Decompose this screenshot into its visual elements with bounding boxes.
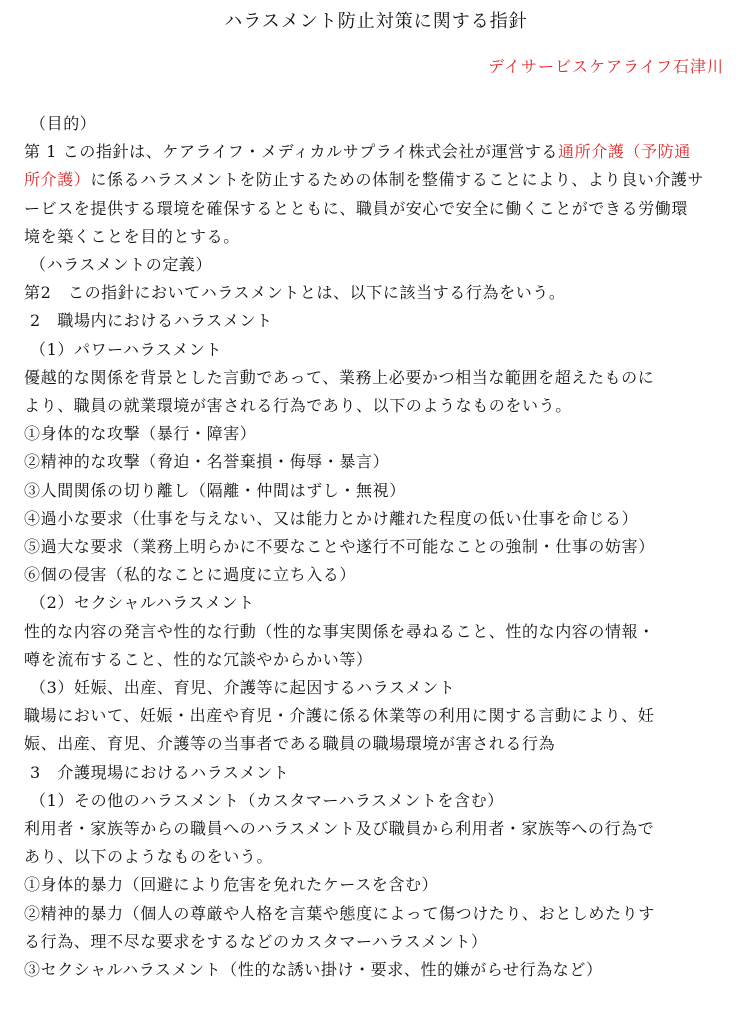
item-heading: （3）妊娠、出産、育児、介護等に起因するハラスメント bbox=[30, 678, 456, 698]
list-item: ⑤過大な要求（業務上明らかに不要なことや遂行不可能なことの強制・仕事の妨害） bbox=[24, 537, 655, 557]
body-line bbox=[24, 138, 736, 166]
item-heading: （1）パワーハラスメント bbox=[30, 339, 223, 359]
section-heading-purpose: （目的） bbox=[30, 114, 97, 133]
section-heading-definition: （ハラスメントの定義） bbox=[30, 255, 213, 275]
body-line: ービスを提供する環境を確保するとともに、職員が安心で安全に働くことができる労働環 bbox=[24, 198, 689, 218]
text-segment: に係るハラスメントを防止するための体制を整備することにより、より良い介護サ bbox=[90, 170, 705, 190]
article-line: 第2 この指針においてハラスメントとは、以下に該当する行為をいう。 bbox=[24, 283, 566, 303]
list-item: ④過小な要求（仕事を与えない、又は能力とかけ離れた程度の低い仕事を命じる） bbox=[24, 508, 639, 528]
body-line: 優越的な関係を背景とした言動であって、業務上必要かつ相当な範囲を超えたものに bbox=[24, 367, 655, 387]
list-item: ⑥個の侵害（私的なことに過度に立ち入る） bbox=[24, 565, 357, 585]
document-body bbox=[24, 110, 736, 984]
body-line: 利用者・家族等からの職員へのハラスメント及び職員から利用者・家族等への行為で bbox=[24, 819, 655, 839]
list-item: ②精神的な攻撃（脅迫・名誉棄損・侮辱・暴言） bbox=[24, 452, 390, 472]
subsection-heading: 2 職場内におけるハラスメント bbox=[30, 311, 273, 331]
highlighted-text: 所介護） bbox=[24, 170, 91, 190]
body-line: より、職員の就業環境が害される行為であり、以下のようなものをいう。 bbox=[24, 396, 572, 416]
list-item: る行為、理不尽な要求をするなどのカスタマーハラスメント） bbox=[24, 931, 488, 951]
item-heading: （2）セクシャルハラスメント bbox=[30, 593, 255, 613]
organization-name: デイサービスケアライフ石津川 bbox=[488, 57, 724, 76]
item-heading: （1）その他のハラスメント（カスタマーハラスメントを含む） bbox=[30, 790, 504, 810]
body-line: 噂を流布すること、性的な冗談やからかい等） bbox=[24, 649, 373, 669]
body-line bbox=[24, 166, 736, 194]
subsection-heading: 3 介護現場におけるハラスメント bbox=[30, 762, 290, 782]
body-line: 職場において、妊娠・出産や育児・介護に係る休業等の利用に関する言動により、妊 bbox=[24, 706, 655, 726]
list-item: ②精神的暴力（個人の尊厳や人格を言葉や態度によって傷つけたり、おとしめたりす bbox=[24, 903, 655, 923]
list-item: ①身体的な攻撃（暴行・障害） bbox=[24, 424, 257, 444]
list-item: ①身体的暴力（回避により危害を免れたケースを含む） bbox=[24, 875, 439, 895]
text-segment: 第 1 この指針は、ケアライフ・メディカルサプライ株式会社が運営する bbox=[24, 142, 559, 162]
list-item: ③人間関係の切り離し（隔離・仲間はずし・無視） bbox=[24, 480, 406, 500]
body-line: 境を築くことを目的とする。 bbox=[24, 226, 240, 246]
highlighted-text: 通所介護（予防通 bbox=[558, 142, 691, 162]
document-title: ハラスメント防止対策に関する指針 bbox=[224, 11, 528, 32]
list-item: ③セクシャルハラスメント（性的な誘い掛け・要求、性的嫌がらせ行為など） bbox=[24, 960, 603, 980]
body-line: あり、以下のようなものをいう。 bbox=[24, 847, 274, 867]
body-line: 性的な内容の発言や性的な行動（性的な事実関係を尋ねること、性的な内容の情報・ bbox=[24, 621, 655, 641]
body-line: 娠、出産、育児、介護等の当事者である職員の職場環境が害される行為 bbox=[24, 734, 556, 754]
